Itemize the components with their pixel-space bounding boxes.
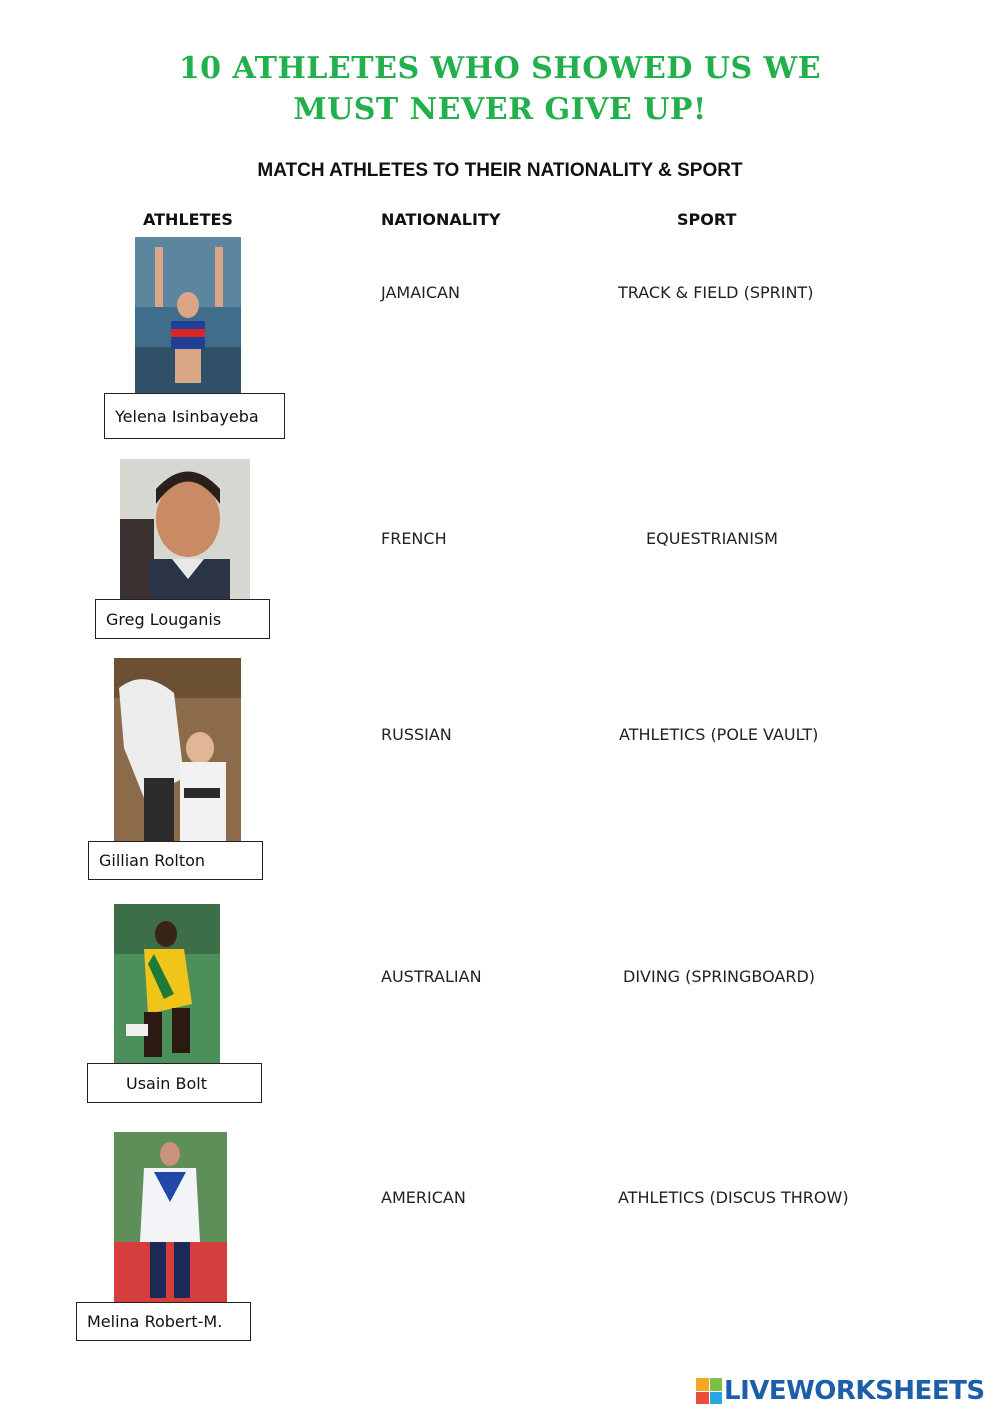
sport-option[interactable]: DIVING (SPRINGBOARD) — [623, 967, 816, 986]
sport-option[interactable]: TRACK & FIELD (SPRINT) — [618, 283, 814, 302]
athlete-photo-1 — [135, 237, 241, 393]
athlete-name: Melina Robert-M. — [87, 1312, 223, 1331]
sport-option[interactable]: ATHLETICS (POLE VAULT) — [619, 725, 819, 744]
athlete-name: Usain Bolt — [126, 1073, 208, 1093]
nationality-option[interactable]: AUSTRALIAN — [381, 967, 482, 986]
liveworksheets-logo-icon — [696, 1378, 722, 1404]
athlete-photo-3 — [114, 658, 241, 841]
athlete-name-box-4[interactable] — [87, 1063, 262, 1103]
title-line-2: MUST NEVER GIVE UP! — [293, 92, 707, 127]
header-nationality: NATIONALITY — [381, 210, 501, 229]
athlete-name: Greg Louganis — [106, 609, 222, 629]
header-sport: SPORT — [677, 210, 737, 229]
athlete-name-box-5[interactable] — [76, 1302, 251, 1341]
athlete-photo-4 — [114, 904, 220, 1063]
athlete-name-box-1[interactable] — [104, 393, 285, 439]
sport-option[interactable]: ATHLETICS (DISCUS THROW) — [618, 1188, 849, 1207]
worksheet-title — [0, 48, 1000, 130]
athlete-photo-2 — [120, 459, 250, 599]
athlete-name: Yelena Isinbayeba — [115, 406, 259, 426]
liveworksheets-logo — [696, 1376, 985, 1406]
athlete-name-box-2[interactable] — [95, 599, 270, 639]
nationality-option[interactable]: JAMAICAN — [381, 283, 460, 302]
header-athletes: ATHLETES — [143, 210, 233, 229]
instructions: MATCH ATHLETES TO THEIR NATIONALITY & SPORT — [257, 160, 743, 181]
nationality-option[interactable]: AMERICAN — [381, 1188, 466, 1207]
sport-option[interactable]: EQUESTRIANISM — [646, 529, 778, 548]
nationality-option[interactable]: RUSSIAN — [381, 725, 452, 744]
athlete-name-box-3[interactable] — [88, 841, 263, 880]
nationality-option[interactable]: FRENCH — [381, 529, 447, 548]
liveworksheets-logo-text: LIVEWORKSHEETS — [724, 1376, 985, 1406]
athlete-name: Gillian Rolton — [99, 851, 206, 870]
title-line-1: 10 ATHLETES WHO SHOWED US WE — [178, 51, 822, 86]
athlete-photo-5 — [114, 1132, 227, 1302]
